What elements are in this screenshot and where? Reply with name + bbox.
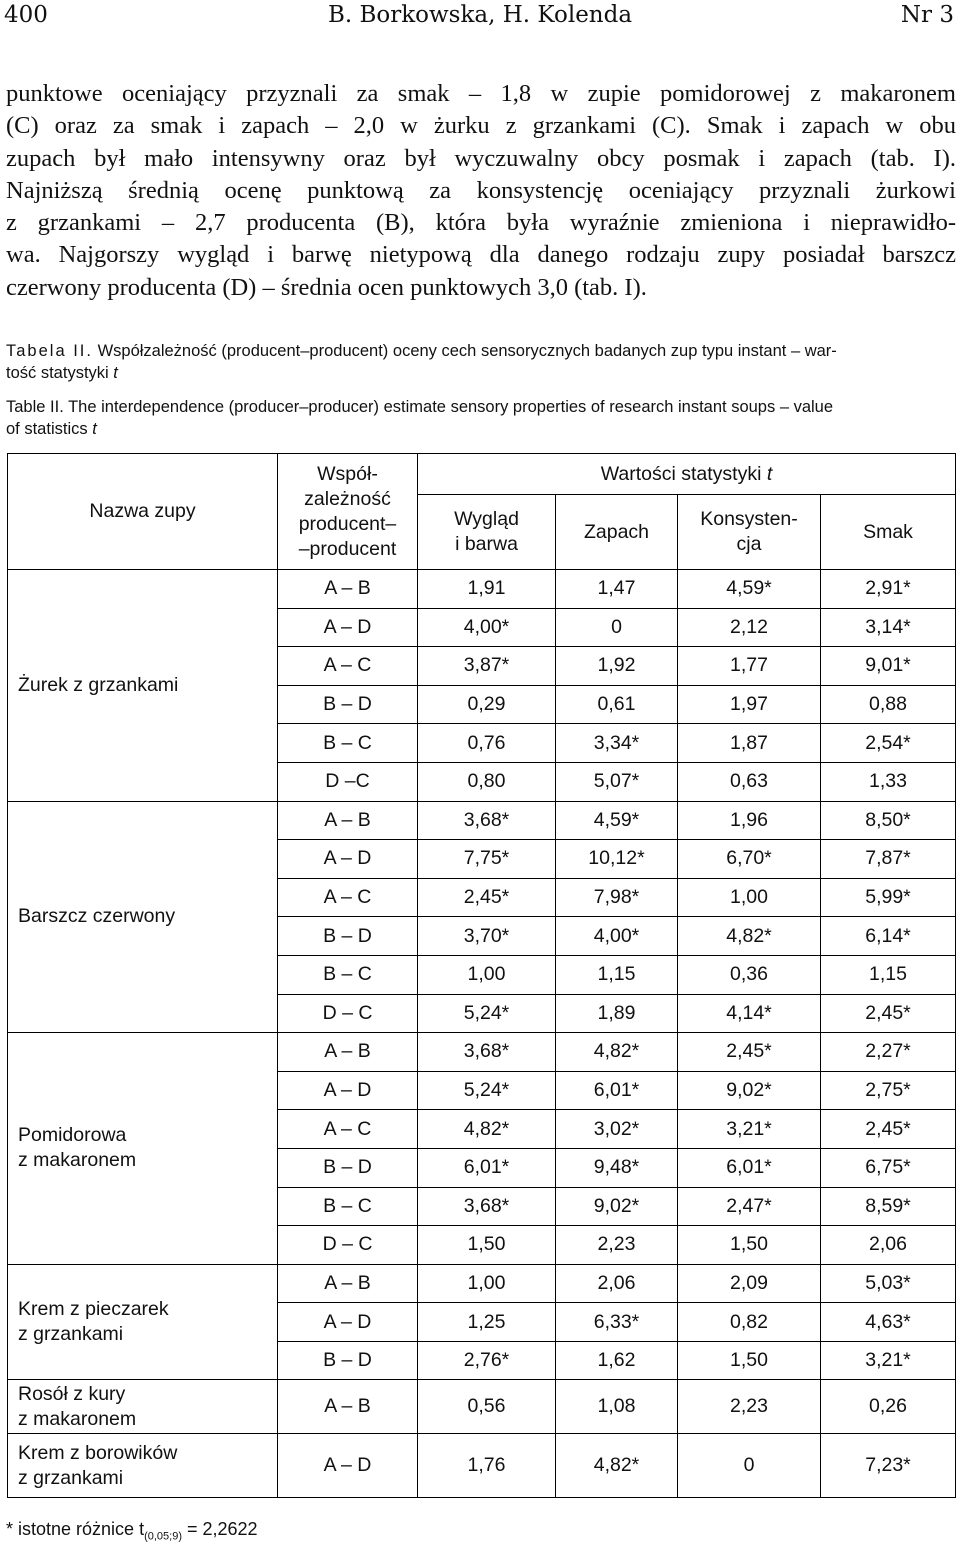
caption-text: of statistics	[6, 420, 93, 438]
consistency-value-cell: 2,12	[678, 608, 821, 647]
appearance-value-cell: 1,76	[418, 1434, 556, 1498]
consistency-value-cell: 1,87	[678, 724, 821, 763]
appearance-value-cell: 2,76*	[418, 1341, 556, 1380]
appearance-value-cell: 0,80	[418, 762, 556, 801]
appearance-value-cell: 6,01*	[418, 1148, 556, 1187]
taste-value-cell: 0,26	[821, 1380, 956, 1434]
body-paragraph	[6, 78, 956, 304]
taste-value-cell: 1,15	[821, 955, 956, 994]
group-header-variable: t	[766, 462, 773, 485]
smell-value-cell: 9,48*	[556, 1148, 678, 1187]
consistency-value-cell: 6,01*	[678, 1148, 821, 1187]
taste-value-cell: 5,03*	[821, 1264, 956, 1303]
table-row	[8, 1434, 956, 1498]
producer-pair-cell: D – C	[278, 1226, 418, 1265]
smell-value-cell: 1,15	[556, 955, 678, 994]
consistency-value-cell: 6,70*	[678, 840, 821, 879]
producer-pair-cell: B – C	[278, 1187, 418, 1226]
appearance-value-cell: 1,91	[418, 570, 556, 609]
soup-name-line: Żurek z grzankami	[18, 673, 179, 696]
header-t-statistic-group	[418, 454, 956, 495]
smell-value-cell: 1,92	[556, 647, 678, 686]
taste-value-cell: 6,14*	[821, 917, 956, 956]
smell-value-cell: 6,01*	[556, 1071, 678, 1110]
consistency-value-cell: 1,96	[678, 801, 821, 840]
soup-name-cell	[8, 1033, 278, 1265]
soup-name-line: z makaronem	[18, 1407, 137, 1430]
group-header-label: Wartości statystyki	[600, 462, 767, 485]
soup-name-cell	[8, 1380, 278, 1434]
producer-pair-cell: A – B	[278, 1264, 418, 1303]
table-row	[8, 1264, 956, 1303]
appearance-value-cell: 1,00	[418, 955, 556, 994]
soup-name-line: z grzankami	[18, 1323, 124, 1346]
taste-value-cell: 7,87*	[821, 840, 956, 879]
body-line: czerwony producenta (D) – średnia ocen punktowych 3,0 (tab. I).	[6, 273, 647, 301]
producer-pair-cell: A – C	[278, 647, 418, 686]
taste-value-cell: 9,01*	[821, 647, 956, 686]
soup-name-cell	[8, 570, 278, 802]
smell-value-cell: 3,34*	[556, 724, 678, 763]
smell-value-cell: 1,89	[556, 994, 678, 1033]
consistency-value-cell: 9,02*	[678, 1071, 821, 1110]
producer-pair-cell: A – B	[278, 1033, 418, 1072]
soup-name-line: Krem z pieczarek	[18, 1298, 169, 1321]
producer-pair-cell: A – C	[278, 1110, 418, 1149]
smell-value-cell: 0,61	[556, 685, 678, 724]
taste-value-cell: 2,27*	[821, 1033, 956, 1072]
appearance-value-cell: 1,00	[418, 1264, 556, 1303]
taste-value-cell: 6,75*	[821, 1148, 956, 1187]
consistency-value-cell: 0,36	[678, 955, 821, 994]
smell-value-cell: 5,07*	[556, 762, 678, 801]
table-row	[8, 801, 956, 840]
smell-value-cell: 3,02*	[556, 1110, 678, 1149]
caption-text: tość statystyki	[6, 364, 114, 382]
producer-pair-cell: B – D	[278, 1341, 418, 1380]
smell-value-cell: 4,82*	[556, 1434, 678, 1498]
consistency-value-cell: 4,14*	[678, 994, 821, 1033]
soup-name-line: Pomidorowa	[18, 1124, 127, 1147]
appearance-value-cell: 0,76	[418, 724, 556, 763]
consistency-value-cell: 0,63	[678, 762, 821, 801]
consistency-value-cell: 0	[678, 1434, 821, 1498]
caption-label: Table II.	[6, 398, 64, 416]
producer-pair-cell: B – D	[278, 685, 418, 724]
issue-number: Nr 3	[900, 2, 954, 28]
consistency-value-cell: 4,59*	[678, 570, 821, 609]
table-row	[8, 1380, 956, 1434]
running-head-authors: B. Borkowska, H. Kolenda	[327, 2, 633, 28]
body-line: zupach był mało intensywny oraz był wyczuwalny obcy posmak i zapach (tab. I).	[6, 144, 956, 172]
smell-value-cell: 2,06	[556, 1264, 678, 1303]
appearance-value-cell: 5,24*	[418, 1071, 556, 1110]
soup-name-line: z grzankami	[18, 1466, 124, 1489]
smell-value-cell: 10,12*	[556, 840, 678, 879]
taste-value-cell: 2,54*	[821, 724, 956, 763]
soup-name-cell	[8, 1434, 278, 1498]
soup-name-line: Barszcz czerwony	[18, 905, 176, 928]
smell-value-cell: 9,02*	[556, 1187, 678, 1226]
taste-value-cell: 2,45*	[821, 994, 956, 1033]
caption-variable: t	[92, 420, 97, 438]
producer-pair-cell: A – B	[278, 801, 418, 840]
table-caption-english	[6, 396, 956, 440]
producer-pair-cell: A – D	[278, 1071, 418, 1110]
taste-value-cell: 4,63*	[821, 1303, 956, 1342]
appearance-value-cell: 4,00*	[418, 608, 556, 647]
producer-pair-cell: A – D	[278, 1434, 418, 1498]
producer-pair-cell: A – D	[278, 1303, 418, 1342]
producer-pair-cell: D – C	[278, 994, 418, 1033]
taste-value-cell: 3,14*	[821, 608, 956, 647]
appearance-value-cell: 3,70*	[418, 917, 556, 956]
header-taste: Smak	[821, 495, 956, 570]
taste-value-cell: 0,88	[821, 685, 956, 724]
producer-pair-cell: A – D	[278, 608, 418, 647]
taste-value-cell: 1,33	[821, 762, 956, 801]
appearance-value-cell: 0,56	[418, 1380, 556, 1434]
taste-value-cell: 7,23*	[821, 1434, 956, 1498]
consistency-value-cell: 3,21*	[678, 1110, 821, 1149]
smell-value-cell: 2,23	[556, 1226, 678, 1265]
soup-name-cell	[8, 801, 278, 1033]
consistency-value-cell: 4,82*	[678, 917, 821, 956]
smell-value-cell: 6,33*	[556, 1303, 678, 1342]
appearance-value-cell: 1,25	[418, 1303, 556, 1342]
body-line: punktowe oceniający przyznali za smak – 1,8 w zupie pomidorowej z makaronem	[6, 80, 956, 107]
producer-pair-cell: A – B	[278, 1380, 418, 1434]
body-line: z grzankami – 2,7 producenta (B), która była wyraźnie zmieniona i nieprawidło-	[6, 209, 956, 237]
consistency-value-cell: 1,00	[678, 878, 821, 917]
consistency-value-cell: 2,45*	[678, 1033, 821, 1072]
table-body	[8, 570, 956, 1498]
smell-value-cell: 4,82*	[556, 1033, 678, 1072]
body-line: wa. Najgorszy wygląd i barwę nietypową dla danego rodzaju zupy posiadał barszcz	[6, 241, 956, 269]
smell-value-cell: 4,59*	[556, 801, 678, 840]
appearance-value-cell: 2,45*	[418, 878, 556, 917]
t-statistics-table	[7, 453, 956, 1498]
header-smell: Zapach	[556, 495, 678, 570]
smell-value-cell: 1,47	[556, 570, 678, 609]
producer-pair-cell: A – C	[278, 878, 418, 917]
consistency-value-cell: 1,50	[678, 1341, 821, 1380]
producer-pair-cell: A – B	[278, 570, 418, 609]
soup-name-line: Krem z borowików	[18, 1441, 178, 1464]
appearance-value-cell: 7,75*	[418, 840, 556, 879]
table-row	[8, 570, 956, 609]
producer-pair-cell: B – C	[278, 955, 418, 994]
taste-value-cell: 5,99*	[821, 878, 956, 917]
header-appearance: Wygląd i barwa	[418, 495, 556, 570]
header-producer-pair: Współ- zależność producent– –producent	[278, 454, 418, 570]
appearance-value-cell: 0,29	[418, 685, 556, 724]
smell-value-cell: 0	[556, 608, 678, 647]
appearance-value-cell: 4,82*	[418, 1110, 556, 1149]
appearance-value-cell: 1,50	[418, 1226, 556, 1265]
producer-pair-cell: B – D	[278, 917, 418, 956]
appearance-value-cell: 5,24*	[418, 994, 556, 1033]
taste-value-cell: 3,21*	[821, 1341, 956, 1380]
producer-pair-cell: D –C	[278, 762, 418, 801]
consistency-value-cell: 1,50	[678, 1226, 821, 1265]
body-line: Najniższą średnią ocenę punktową za konsystencję oceniający przyznali żurkowi	[6, 176, 956, 204]
producer-pair-cell: B – D	[278, 1148, 418, 1187]
appearance-value-cell: 3,68*	[418, 1187, 556, 1226]
consistency-value-cell: 0,82	[678, 1303, 821, 1342]
taste-value-cell: 8,59*	[821, 1187, 956, 1226]
taste-value-cell: 2,91*	[821, 570, 956, 609]
consistency-value-cell: 2,23	[678, 1380, 821, 1434]
caption-label: Tabela II.	[6, 342, 93, 360]
taste-value-cell: 2,45*	[821, 1110, 956, 1149]
producer-pair-cell: A – D	[278, 840, 418, 879]
soup-name-cell	[8, 1264, 278, 1380]
page-number: 400	[4, 2, 48, 28]
soup-name-line: z makaronem	[18, 1149, 137, 1172]
taste-value-cell: 2,75*	[821, 1071, 956, 1110]
appearance-value-cell: 3,68*	[418, 1033, 556, 1072]
producer-pair-cell: B – C	[278, 724, 418, 763]
body-line: (C) oraz za smak i zapach – 2,0 w żurku z grzankami (C). Smak i zapach w obu	[6, 112, 956, 140]
smell-value-cell: 4,00*	[556, 917, 678, 956]
smell-value-cell: 1,08	[556, 1380, 678, 1434]
appearance-value-cell: 3,68*	[418, 801, 556, 840]
header-soup-name: Nazwa zupy	[8, 454, 278, 570]
caption-text: Współzależność (producent–producent) oceny cech sensorycznych badanych zup typu instant – war-	[97, 342, 837, 360]
soup-name-line: Rosół z kury	[18, 1382, 126, 1405]
caption-variable: t	[113, 364, 118, 382]
taste-value-cell: 2,06	[821, 1226, 956, 1265]
caption-text: The interdependence (producer–producer) estimate sensory properties of research instant soups – value	[68, 398, 834, 416]
footnote: * istotne różnice $t_{(0,05;9)} = 2,2622$	[6, 1519, 258, 1543]
consistency-value-cell: 1,97	[678, 685, 821, 724]
page-header	[0, 0, 960, 34]
consistency-value-cell: 1,77	[678, 647, 821, 686]
table-caption-polish	[6, 340, 956, 384]
consistency-value-cell: 2,47*	[678, 1187, 821, 1226]
table-row	[8, 1033, 956, 1072]
taste-value-cell: 8,50*	[821, 801, 956, 840]
smell-value-cell: 1,62	[556, 1341, 678, 1380]
consistency-value-cell: 2,09	[678, 1264, 821, 1303]
appearance-value-cell: 3,87*	[418, 647, 556, 686]
header-consistency: Konsysten- cja	[678, 495, 821, 570]
smell-value-cell: 7,98*	[556, 878, 678, 917]
